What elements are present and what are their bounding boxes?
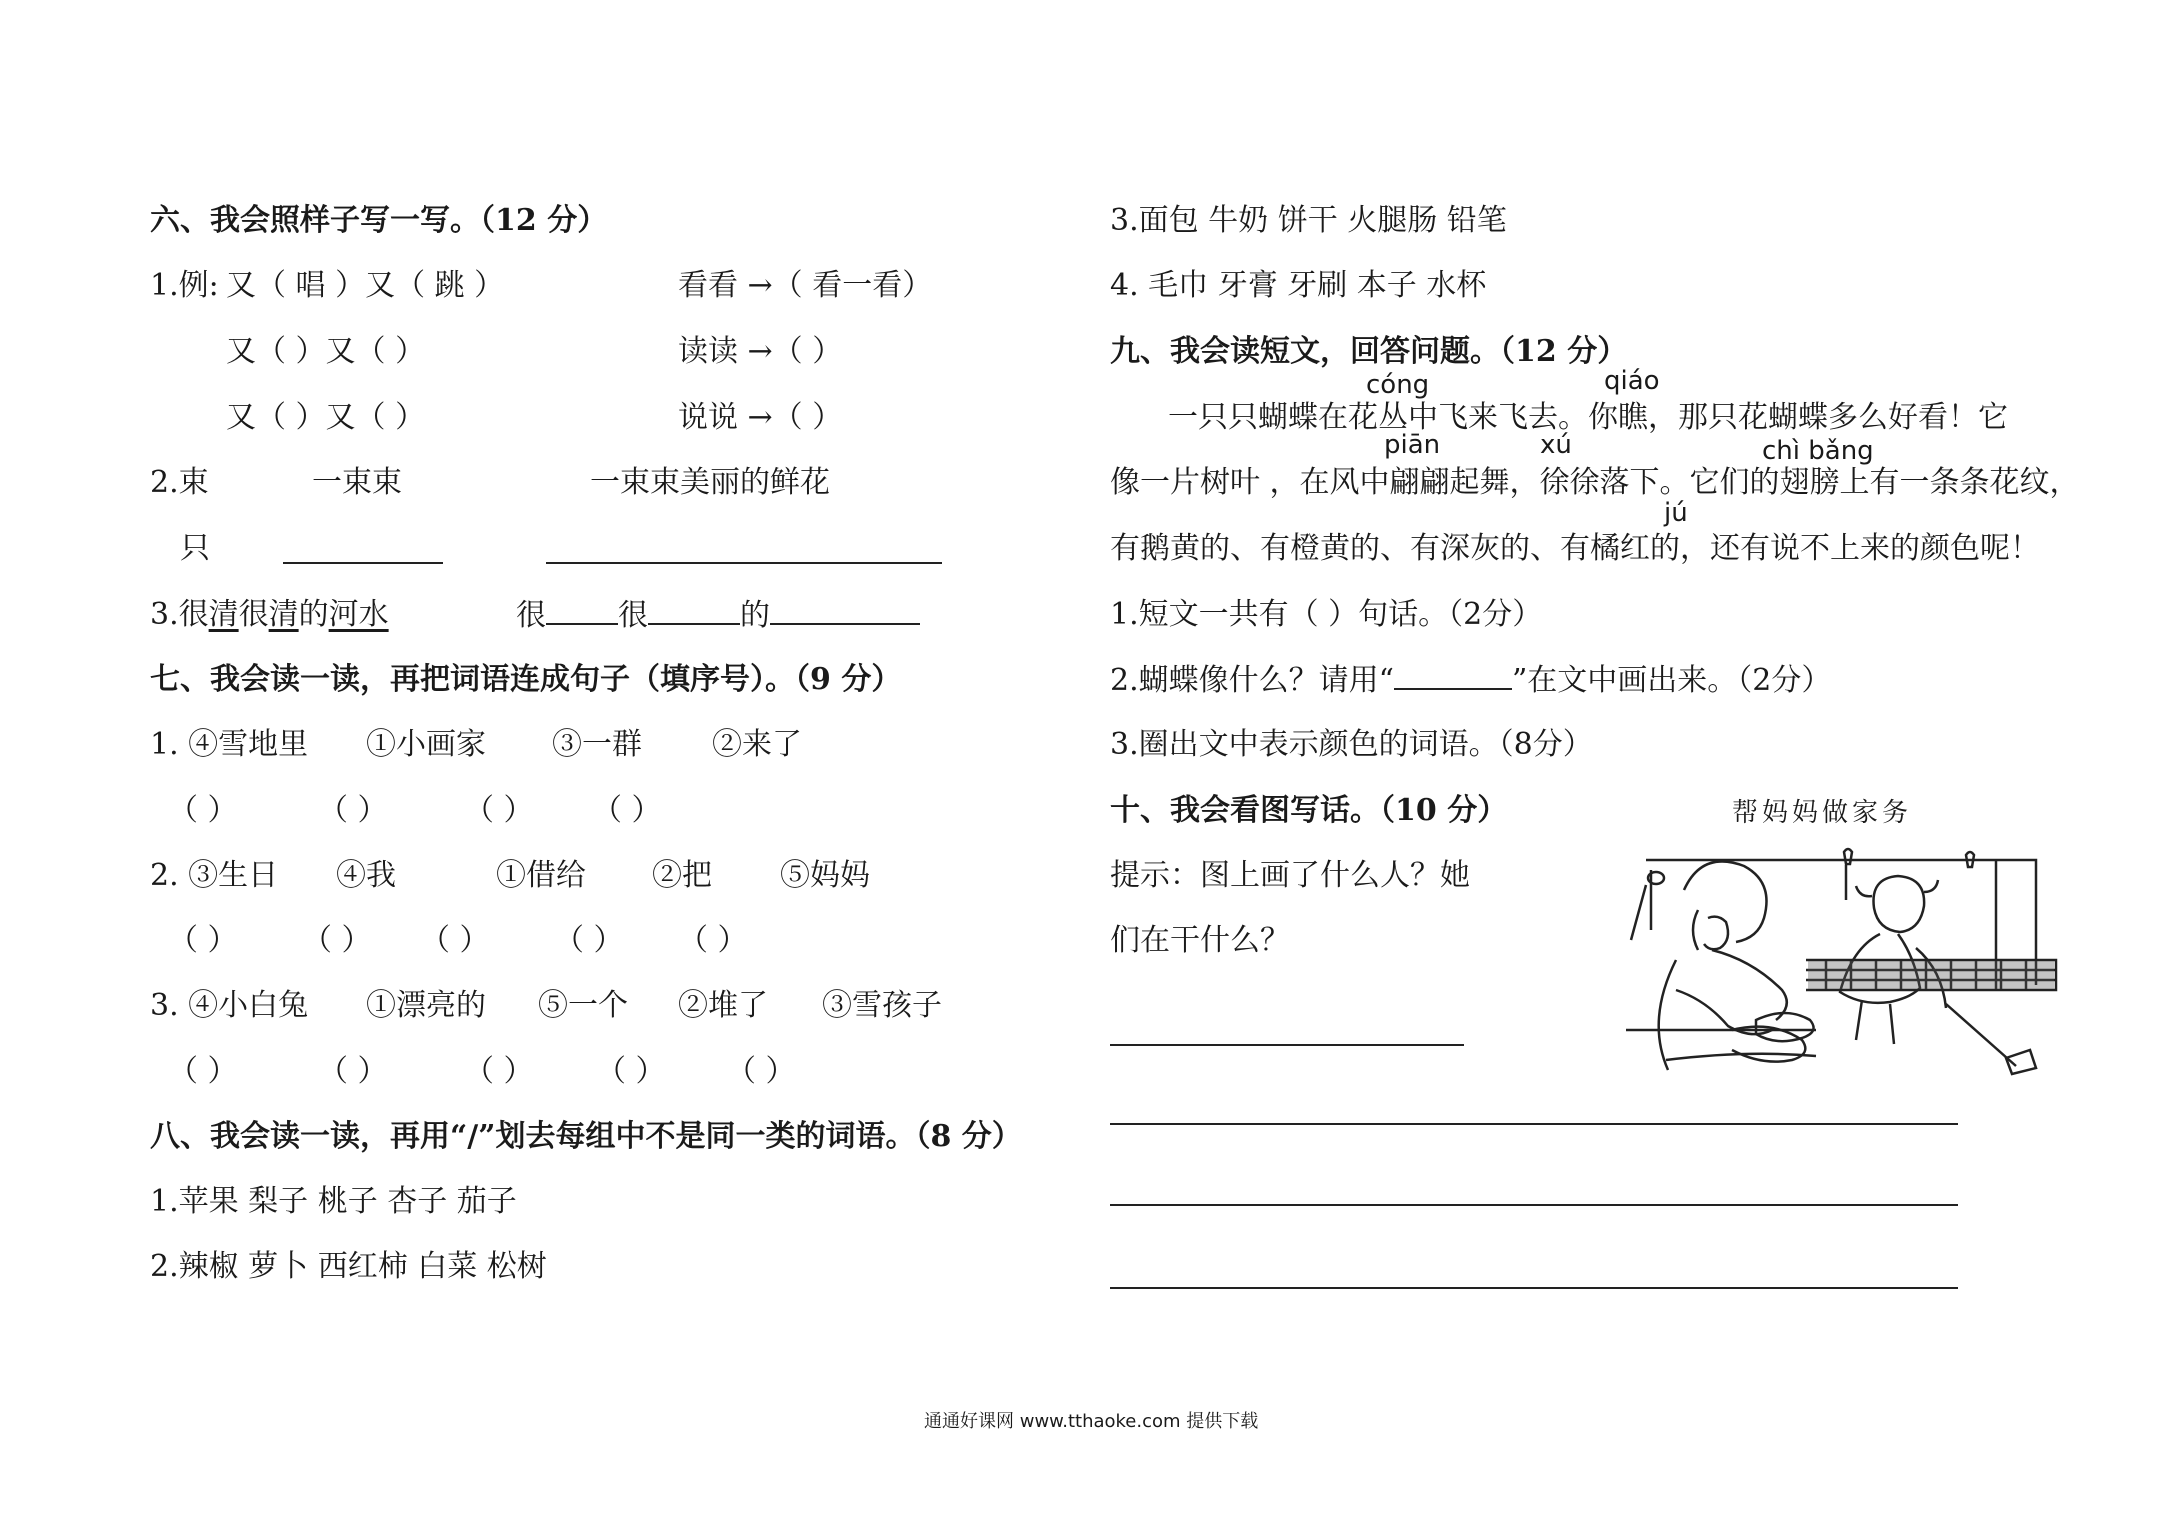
s6-q2-word-c: 一束束美丽的鲜花 <box>590 465 830 500</box>
s7-q3-paren-2: （ ） <box>318 1054 388 1089</box>
s7-q1-paren-1: （ ） <box>168 793 238 828</box>
s7-q3-word-4: ②堆了 <box>678 988 768 1023</box>
section-8-title: 八、我会读一读，再用“/”划去每组中不是同一类的词语。（8 分） <box>150 1119 1022 1154</box>
writing-line-2 <box>1110 1123 1958 1125</box>
s7-q3-word-1: 3. ④小白兔 <box>150 988 309 1023</box>
s10-hint-line-1: 提示：图上画了什么人？她 <box>1110 858 1470 893</box>
s7-q3-word-5: ③雪孩子 <box>822 988 942 1023</box>
writing-line-4 <box>1110 1287 1958 1289</box>
s8-q2: 2.辣椒 萝卜 西红柿 白菜 松树 <box>150 1249 547 1284</box>
s6-q1-example: 又（ 唱 ）又（ 跳 ） <box>226 268 505 303</box>
s6-q1b-blank-1: 读读 →（ ） <box>678 334 843 369</box>
s7-q2-paren-5: （ ） <box>678 923 748 958</box>
s7-q1-word-1: 1. ④雪地里 <box>150 727 309 762</box>
passage-line-3: 有鹅黄的、有橙黄的、有深灰的、有橘红的，还有说不上来的颜色呢！ <box>1110 531 2040 566</box>
s7-q2-paren-2: （ ） <box>302 923 372 958</box>
s7-q2-paren-3: （ ） <box>420 923 490 958</box>
s7-q2-paren-1: （ ） <box>168 923 238 958</box>
pinyin-qiao: qiáo <box>1604 366 1660 396</box>
s7-q3-paren-1: （ ） <box>168 1054 238 1089</box>
s8-q4: 4. 毛巾 牙膏 牙刷 本子 水杯 <box>1110 268 1487 303</box>
s7-q1-paren-4: （ ） <box>592 793 662 828</box>
passage-line-1: 一只只蝴蝶在花丛中飞来飞去。你瞧，那只花蝴蝶多么好看！它 <box>1168 400 2008 435</box>
s7-q1-paren-2: （ ） <box>318 793 388 828</box>
s6-q1b-example: 看看 →（ 看一看） <box>678 268 933 303</box>
pinyin-xu: xú <box>1540 430 1572 460</box>
s6-q3-example: 3.很清很清的河水 <box>150 597 389 632</box>
s6-q2-answer-line-1 <box>283 562 443 564</box>
s6-q1b-blank-2: 说说 →（ ） <box>678 400 843 435</box>
section-7-title: 七、我会读一读，再把词语连成句子（填序号）。（9 分） <box>150 662 902 697</box>
page-footer: 通通好课网 www.tthaoke.com 提供下载 <box>924 1411 1259 1432</box>
s7-q1-word-4: ②来了 <box>712 727 802 762</box>
picture-drawing <box>1476 790 2096 1080</box>
s7-q3-word-2: ①漂亮的 <box>366 988 486 1023</box>
passage-line-2: 像一片树叶 ，在风中翩翩起舞，徐徐落下。它们的翅膀上有一条条花纹， <box>1110 465 2080 500</box>
s7-q1-paren-3: （ ） <box>464 793 534 828</box>
s7-q2-word-1: 2. ③生日 <box>150 858 279 893</box>
section-9-title: 九、我会读短文，回答问题。（12 分） <box>1110 334 1628 369</box>
s6-q2-answer-line-2 <box>546 562 942 564</box>
housework-picture <box>1476 790 2096 1080</box>
s8-q1: 1.苹果 梨子 桃子 杏子 茄子 <box>150 1184 517 1219</box>
s6-q2-word-d: 只 <box>180 531 210 566</box>
s7-q2-paren-4: （ ） <box>554 923 624 958</box>
pinyin-chibang: chì bǎng <box>1762 436 1874 466</box>
s9-q3: 3.圈出文中表示颜色的词语。（8分） <box>1110 727 1593 762</box>
pinyin-pian: piān <box>1384 430 1441 460</box>
writing-line-3 <box>1110 1204 1958 1206</box>
s7-q2-word-5: ⑤妈妈 <box>780 858 870 893</box>
s7-q2-word-4: ②把 <box>652 858 712 893</box>
s9-q2: 2.蝴蝶像什么？请用“ ”在文中画出来。（2分） <box>1110 663 1832 698</box>
s6-q2-word-a: 2.束 <box>150 465 209 500</box>
s7-q3-paren-5: （ ） <box>726 1054 796 1089</box>
s7-q1-word-2: ①小画家 <box>366 727 486 762</box>
s6-q1-prefix: 1.例: <box>150 268 219 303</box>
s7-q2-word-3: ①借给 <box>496 858 586 893</box>
s7-q1-word-3: ③一群 <box>552 727 642 762</box>
s6-q1-blank-1: 又（ ）又（ ） <box>226 334 426 369</box>
s7-q2-word-2: ④我 <box>336 858 396 893</box>
s7-q3-word-3: ⑤一个 <box>538 988 628 1023</box>
pinyin-cong: cóng <box>1366 370 1430 400</box>
s7-q3-paren-3: （ ） <box>464 1054 534 1089</box>
s6-q2-word-b: 一束束 <box>312 465 402 500</box>
section-10-title: 十、我会看图写话。（10 分） <box>1110 793 1508 828</box>
s6-q3-blank-row: 很 很 的 <box>516 597 920 634</box>
picture-caption: 帮妈妈做家务 <box>1732 798 1913 828</box>
s6-q1-blank-2: 又（ ）又（ ） <box>226 400 426 435</box>
s9-q1: 1.短文一共有（ ）句话。（2分） <box>1110 597 1543 632</box>
s10-hint-line-2: 们在干什么？ <box>1110 923 1290 958</box>
pinyin-ju: jú <box>1664 498 1688 528</box>
section-6-title: 六、我会照样子写一写。（12 分） <box>150 203 608 238</box>
s7-q3-paren-4: （ ） <box>596 1054 666 1089</box>
s8-q3: 3.面包 牛奶 饼干 火腿肠 铅笔 <box>1110 203 1507 238</box>
writing-line-1 <box>1110 1044 1464 1046</box>
